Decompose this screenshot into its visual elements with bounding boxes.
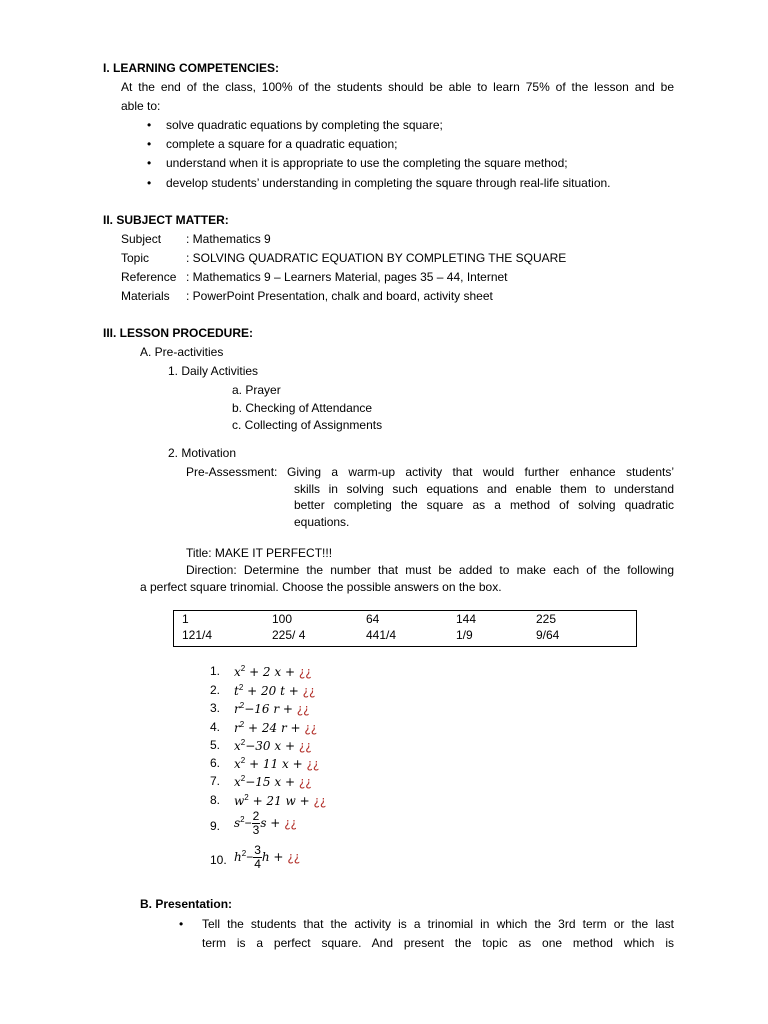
direction-label: Direction: [186, 563, 237, 577]
answer-choice: 225/ 4 [272, 628, 306, 642]
daily-activities-heading: 1. Daily Activities [168, 364, 259, 378]
document-page: I. LEARNING COMPETENCIES: At the end of the class, 100% of the students should be able to learn 75% of the lesson and be able to: • solve quadratic equations by completing the square; • complete a square for a quadratic equation; • understand when it is appropriate to use the completing the square method; • develop students’ understanding in completing the square through real-life situation. II. SUBJECT MATTER: Subject : Mathematics 9 Topic : SOLVING QUADRATIC EQUATION BY COMPLETING THE SQUARE Reference : Mathematics 9 – Learners Material, pages 35 – 44, Internet Materials : PowerPoint Presentation, chalk and board, activity sheet III. LESSON PROCEDURE: A. Pre-activities 1. Daily Activities a. Prayer b. Checking of Attendance c. Collecting of Assignments 2. Motivation Pre-Assessment: Giving a warm-up activity that would further enhance students’ skills in solving such equations and enable them to understand better completing the square as a method of solving quadratic equations. Title: MAKE IT PERFECT!!! Direction: Determine the number that must be added to make each of the following a perfect square trinomial. Choose the possible answers on the box. 1 100 64 144 225 121/4 225/ 4 441/4 1/9 9/64 1. $x^2 + 2$ x + ¿¿ 2. $t^2 + 20$ t + ¿¿ 3. $r^2-16$ r + ¿¿ 4. $r^2 + 24$ r + ¿¿ 5. $x^2-30$ x + ¿¿ 6. $x^2 + 11$ x + ¿¿ 7. $x^2-15$ x + ¿¿ 8. $w^2 + 21$ w + ¿¿ 9. $s^2-$ $\frac{2}{3}$ s + ¿¿ 10. $h^2-$ $\frac{3}{4}$ h + ¿¿ B. Presentation: • Tell the students that the activity is a trinomial in which the 3rd term or the last term is a perfect square. And present the topic as one method which is [103, 61, 674, 950]
presentation-heading: B. Presentation: [140, 897, 233, 911]
presentation-line-1: Tell the students that the activity is a trinomial in which the 3rd term or the last [202, 917, 674, 931]
answer-choice: 64 [366, 612, 380, 626]
answer-choice: 144 [456, 612, 477, 626]
pre-assessment-line: Giving a warm-up activity that would further enhance students’ [287, 465, 674, 479]
answer-choice: 1/9 [456, 628, 473, 642]
section-1-intro-line-2: able to: [121, 99, 161, 113]
blank-mark: ¿¿ [306, 757, 320, 771]
answer-choice: 225 [536, 612, 557, 626]
blank-mark: ¿¿ [298, 665, 312, 679]
fraction: $\frac{2}{3}$ [252, 809, 260, 837]
bullet-icon: • [147, 156, 152, 170]
answer-choice: 100 [272, 612, 293, 626]
activity-title: Title: MAKE IT PERFECT!!! [186, 546, 333, 560]
row-label: Subject [121, 232, 162, 246]
blank-mark: ¿¿ [296, 702, 310, 716]
row-label: Topic [121, 251, 150, 265]
section-1-intro-line-1: At the end of the class, 100% of the students should be able to learn 75% of the lesson and be [121, 80, 674, 94]
fraction: $\frac{3}{4}$ [254, 843, 261, 871]
blank-mark: ¿¿ [304, 721, 318, 735]
row-value: : PowerPoint Presentation, chalk and board, activity sheet [186, 289, 493, 303]
motivation-heading: 2. Motivation [168, 446, 237, 460]
blank-mark: ¿¿ [298, 775, 312, 789]
section-2-heading: II. SUBJECT MATTER: [103, 213, 229, 227]
daily-item: b. Checking of Attendance [232, 401, 373, 415]
answer-choices-box [173, 610, 637, 647]
pre-assessment-line: better completing the square as a method of solving quadratic [294, 498, 674, 512]
blank-mark: ¿¿ [298, 739, 312, 753]
direction-line-1: Direction: Determine the number that must be added to make each of the following [186, 563, 674, 577]
answer-choice: 1 [182, 612, 189, 626]
blank-mark: ¿¿ [284, 816, 297, 830]
daily-item: c. Collecting of Assignments [232, 418, 383, 432]
answer-choice: 9/64 [536, 628, 560, 642]
row-label: Materials [121, 289, 170, 303]
bullet-icon: • [147, 118, 152, 132]
pre-assessment-line: equations. [294, 515, 350, 529]
bullet-icon: • [147, 137, 152, 151]
blank-mark: ¿¿ [302, 684, 316, 698]
direction-line-2: a perfect square trinomial. Choose the possible answers on the box. [140, 580, 502, 594]
answer-choice: 121/4 [182, 628, 213, 642]
section-1-heading: I. LEARNING COMPETENCIES: [103, 61, 280, 75]
daily-item: a. Prayer [232, 383, 281, 397]
bullet-icon: • [179, 917, 184, 931]
blank-mark: ¿¿ [313, 794, 327, 808]
row-value: : Mathematics 9 [186, 232, 271, 246]
pre-assessment-label: Pre-Assessment: [186, 465, 278, 479]
pre-assessment-line: skills in solving such equations and enable them to understand [294, 482, 674, 496]
pre-activities-heading: A. Pre-activities [140, 345, 224, 359]
presentation-line-2: term is a perfect square. And present the topic as one method which is [202, 936, 674, 950]
bullet-icon: • [147, 176, 152, 190]
blank-mark: ¿¿ [287, 850, 301, 864]
row-value: : SOLVING QUADRATIC EQUATION BY COMPLETING THE SQUARE [186, 251, 567, 265]
answer-choice: 441/4 [366, 628, 397, 642]
row-value: : Mathematics 9 – Learners Material, pages 35 – 44, Internet [186, 270, 508, 284]
row-label: Reference [121, 270, 177, 284]
section-3-heading: III. LESSON PROCEDURE: [103, 326, 254, 340]
